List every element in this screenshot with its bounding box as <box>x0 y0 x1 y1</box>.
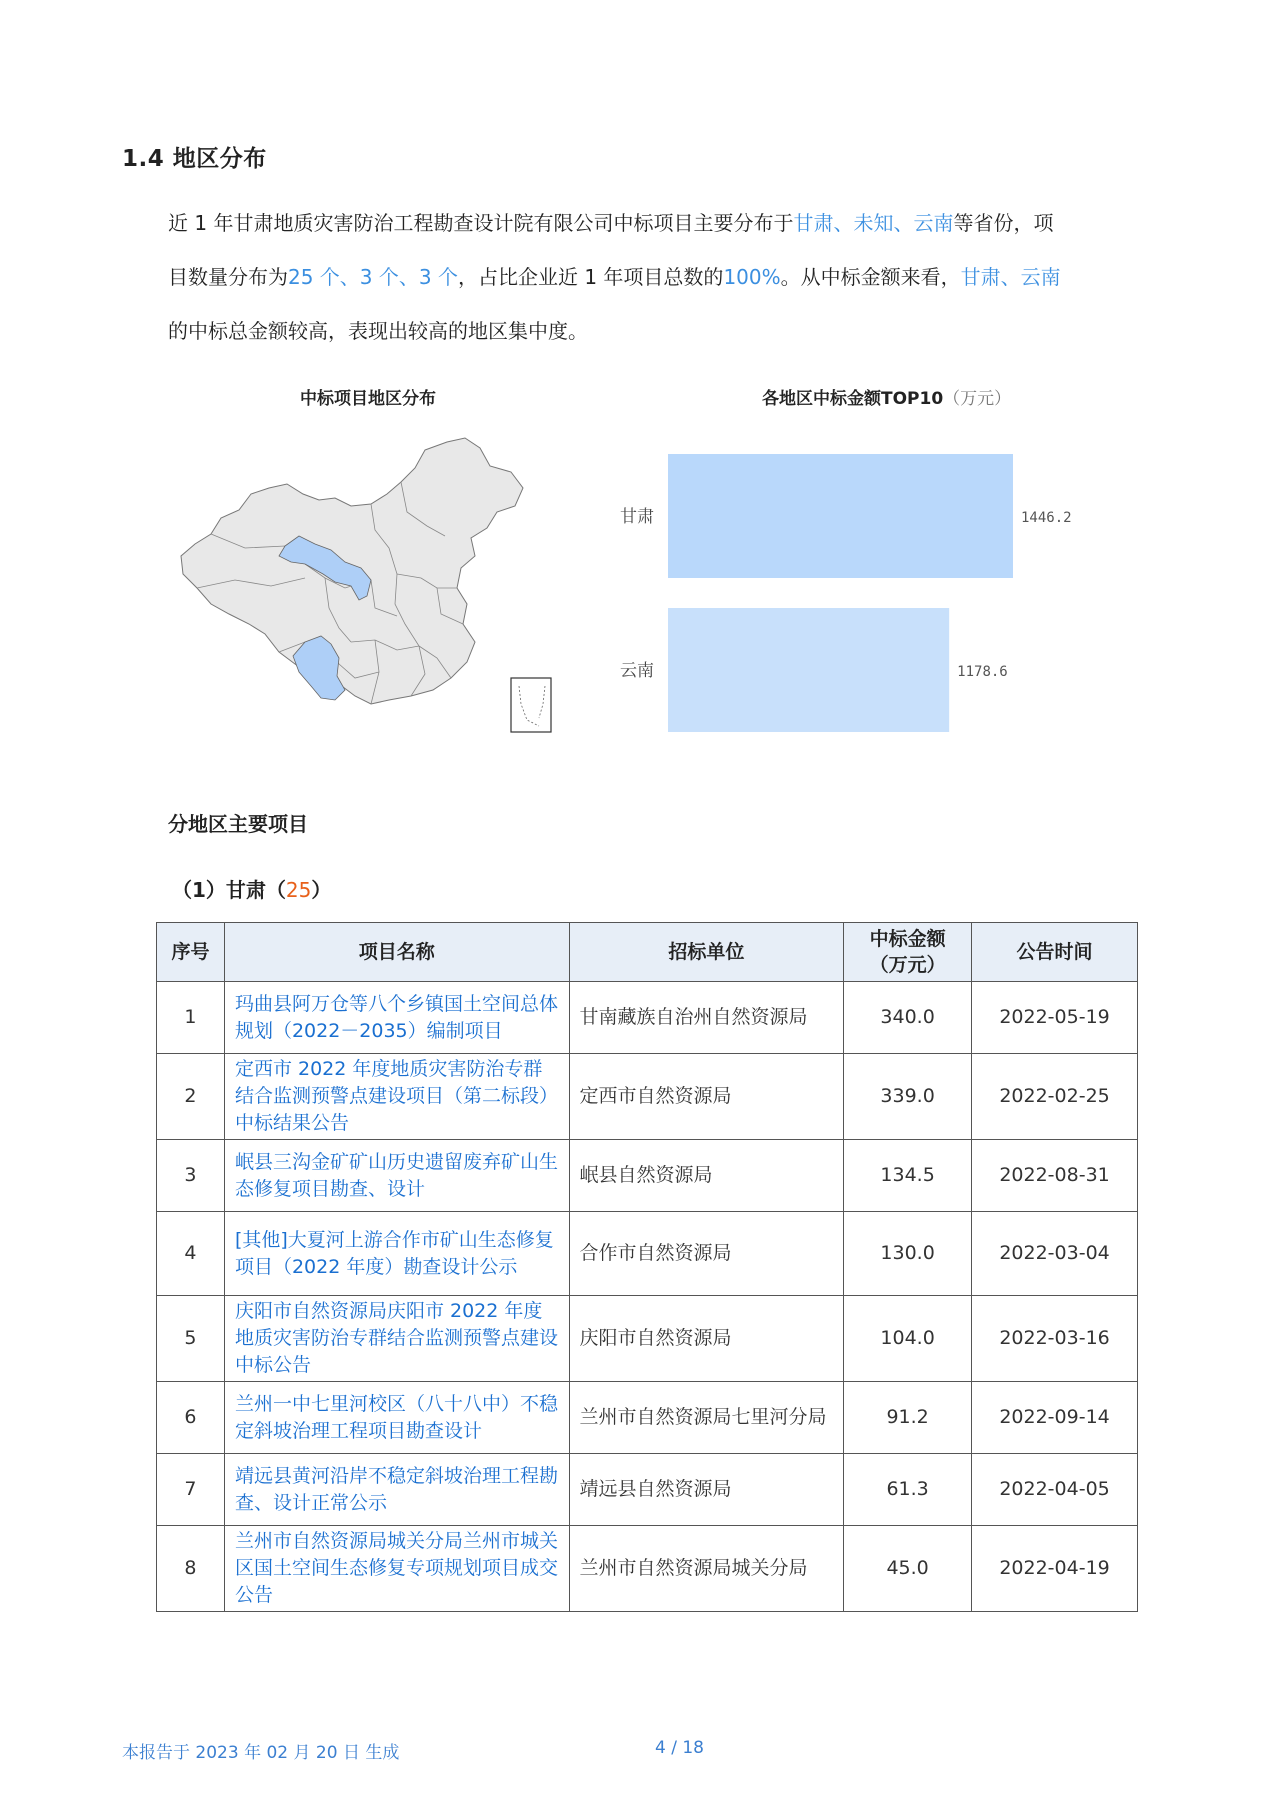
region-title <box>172 874 331 903</box>
bar-category-label: 云南 <box>620 661 654 681</box>
region-amount-bar-chart <box>600 440 1120 750</box>
cell-no: 8 <box>157 1526 225 1612</box>
table-row <box>157 1382 1138 1454</box>
header-amount-label: 中标金额（万元） <box>869 928 946 976</box>
sub-title: 分地区主要项目 <box>168 812 308 836</box>
table-row <box>157 1212 1138 1296</box>
cell-amount: 91.2 <box>844 1382 972 1454</box>
cell-project-name-link[interactable]: 兰州一中七里河校区（八十八中）不稳定斜坡治理工程项目勘查设计 <box>224 1382 569 1454</box>
header-date: 公告时间 <box>972 923 1138 982</box>
section-heading: 1.4 地区分布 <box>122 146 267 172</box>
bar-chart-title <box>762 384 1011 409</box>
cell-no: 5 <box>157 1296 225 1382</box>
bar-value-label: 1178.6 <box>957 664 1008 680</box>
table-row <box>157 982 1138 1054</box>
text: 等省份，项 <box>953 211 1054 235</box>
footer-generated: 本报告于 2023 年 02 月 20 日 生成 <box>122 1743 400 1763</box>
region-suffix: ） <box>311 878 332 902</box>
page-number: 4 / 18 <box>655 1738 704 1758</box>
china-map <box>175 428 575 746</box>
header-unit: 招标单位 <box>569 923 844 982</box>
cell-project-name-link[interactable]: 靖远县黄河沿岸不稳定斜坡治理工程勘查、设计正常公示 <box>224 1454 569 1526</box>
text: ，占比企业近 1 年项目总数的 <box>457 265 724 289</box>
cell-project-name-link[interactable]: 兰州市自然资源局城关分局兰州市城关区国土空间生态修复专项规划项目成交公告 <box>224 1526 569 1612</box>
region-prefix: （1）甘肃（ <box>172 878 286 902</box>
table-row <box>157 1054 1138 1140</box>
bar-chart-unit: （万元） <box>943 389 1012 409</box>
cell-date: 2022-08-31 <box>972 1140 1138 1212</box>
cell-no: 4 <box>157 1212 225 1296</box>
bar-0 <box>668 454 1013 578</box>
cell-date: 2022-03-16 <box>972 1296 1138 1382</box>
summary-line-3: 的中标总金额较高，表现出较高的地区集中度。 <box>168 319 588 343</box>
cell-bidding-unit: 靖远县自然资源局 <box>569 1454 844 1526</box>
table-header-row <box>157 923 1138 982</box>
region-count: 25 <box>285 878 312 902</box>
cell-date: 2022-05-19 <box>972 982 1138 1054</box>
bar-value-label: 1446.2 <box>1021 510 1072 526</box>
cell-project-name-link[interactable]: 定西市 2022 年度地质灾害防治专群结合监测预警点建设项目（第二标段）中标结果公告 <box>224 1054 569 1140</box>
cell-amount: 339.0 <box>844 1054 972 1140</box>
cell-amount: 130.0 <box>844 1212 972 1296</box>
text: 。从中标金额来看， <box>780 265 961 289</box>
bar-1 <box>668 608 949 732</box>
cell-no: 3 <box>157 1140 225 1212</box>
cell-no: 2 <box>157 1054 225 1140</box>
cell-no: 7 <box>157 1454 225 1526</box>
cell-bidding-unit: 兰州市自然资源局城关分局 <box>569 1526 844 1612</box>
text: 近 1 年甘肃地质灾害防治工程勘查设计院有限公司中标项目主要分布于 <box>168 211 794 235</box>
map-title: 中标项目地区分布 <box>300 389 436 409</box>
table-row <box>157 1140 1138 1212</box>
table-row <box>157 1296 1138 1382</box>
cell-amount: 134.5 <box>844 1140 972 1212</box>
header-amount <box>844 923 972 982</box>
header-no: 序号 <box>157 923 225 982</box>
highlight-counts: 25 个、3 个、3 个 <box>288 265 458 289</box>
cell-bidding-unit: 合作市自然资源局 <box>569 1212 844 1296</box>
cell-project-name-link[interactable]: 庆阳市自然资源局庆阳市 2022 年度地质灾害防治专群结合监测预警点建设中标公告 <box>224 1296 569 1382</box>
cell-no: 6 <box>157 1382 225 1454</box>
cell-no: 1 <box>157 982 225 1054</box>
bar-category-label: 甘肃 <box>620 507 654 527</box>
cell-amount: 104.0 <box>844 1296 972 1382</box>
cell-bidding-unit: 定西市自然资源局 <box>569 1054 844 1140</box>
text: 目数量分布为 <box>168 265 288 289</box>
cell-date: 2022-03-04 <box>972 1212 1138 1296</box>
table-row <box>157 1526 1138 1612</box>
cell-bidding-unit: 兰州市自然资源局七里河分局 <box>569 1382 844 1454</box>
project-table <box>156 922 1138 1612</box>
cell-project-name-link[interactable]: 岷县三沟金矿矿山历史遗留废弃矿山生态修复项目勘查、设计 <box>224 1140 569 1212</box>
highlight-provinces: 甘肃、未知、云南 <box>793 211 954 235</box>
highlight-top-regions: 甘肃、云南 <box>960 265 1061 289</box>
summary-line-1 <box>168 196 1158 250</box>
cell-amount: 61.3 <box>844 1454 972 1526</box>
table-row <box>157 1454 1138 1526</box>
header-name: 项目名称 <box>224 923 569 982</box>
cell-amount: 45.0 <box>844 1526 972 1612</box>
cell-date: 2022-04-19 <box>972 1526 1138 1612</box>
cell-amount: 340.0 <box>844 982 972 1054</box>
highlight-percent: 100% <box>723 265 781 289</box>
cell-project-name-link[interactable]: [其他]大夏河上游合作市矿山生态修复项目（2022 年度）勘查设计公示 <box>224 1212 569 1296</box>
cell-date: 2022-02-25 <box>972 1054 1138 1140</box>
cell-date: 2022-09-14 <box>972 1382 1138 1454</box>
cell-bidding-unit: 岷县自然资源局 <box>569 1140 844 1212</box>
cell-project-name-link[interactable]: 玛曲县阿万仓等八个乡镇国土空间总体规划（2022－2035）编制项目 <box>224 982 569 1054</box>
cell-date: 2022-04-05 <box>972 1454 1138 1526</box>
cell-bidding-unit: 甘南藏族自治州自然资源局 <box>569 982 844 1054</box>
bar-chart-title-text: 各地区中标金额TOP10 <box>762 389 944 409</box>
cell-bidding-unit: 庆阳市自然资源局 <box>569 1296 844 1382</box>
summary-line-2 <box>168 250 1158 304</box>
